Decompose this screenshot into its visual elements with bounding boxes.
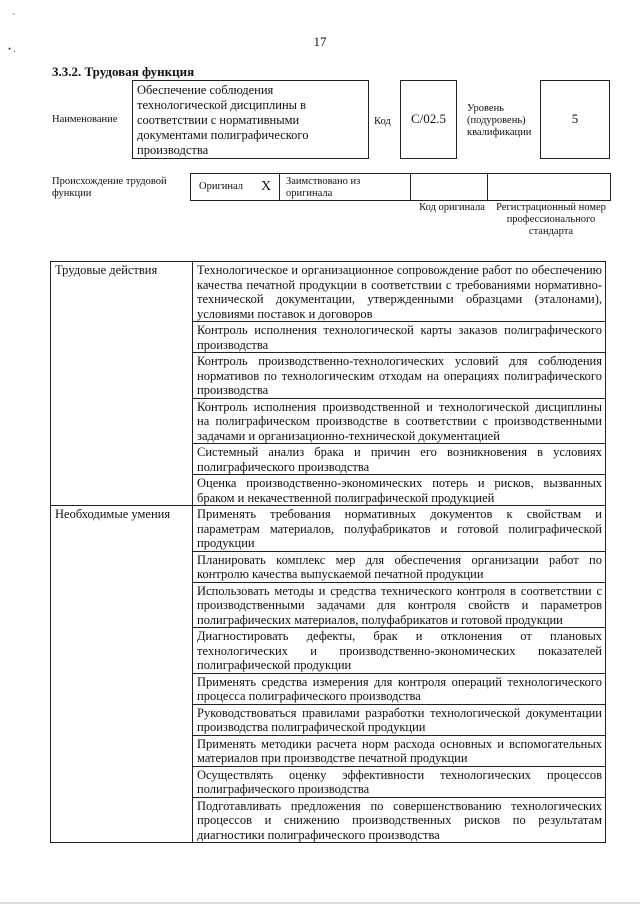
- item-cell: Планировать комплекс мер для обеспечения организации работ по контролю качества выпускаемой печатной продукции: [193, 551, 606, 582]
- code-label: Код: [374, 116, 391, 127]
- item-cell: Использовать методы и средства технического контроля в соответствии с производственными задачами для контроля свойств и параметров полиграфических материалов, полуфабрикатов и готовой продукции: [193, 582, 606, 628]
- code-original-cell: [410, 173, 488, 201]
- item-cell: Контроль исполнения производственной и технологической дисциплины на полиграфическом производстве в соответствии с производственными задачами и организационно-технической документацией: [193, 398, 606, 444]
- item-cell: Руководствоваться правилами разработки технологической документации производства полиграфической продукции: [193, 704, 606, 735]
- original-cell: [190, 173, 280, 201]
- item-cell: Осуществлять оценку эффективности технологических процессов полиграфического производства: [193, 766, 606, 797]
- origin-table: [190, 173, 611, 201]
- item-cell: Диагностировать дефекты, брак и отклонения от плановых технологических и производственно-экономических показателей полиграфической продукции: [193, 628, 606, 674]
- item-cell: Контроль исполнения технологической карты заказов полиграфического производства: [193, 322, 606, 353]
- table-row: [51, 262, 606, 322]
- table-row: [51, 506, 606, 552]
- item-cell: Подготавливать предложения по совершенствованию технологических процессов и снижению производственных рисков по результатам диагностики полиграфического производства: [193, 797, 606, 843]
- code-value: С/02.5: [410, 111, 447, 126]
- original-mark: X: [261, 179, 272, 194]
- code-box: [400, 80, 457, 159]
- scan-mark: • .: [8, 44, 16, 54]
- scan-edge: [0, 902, 640, 904]
- item-cell: Технологическое и организационное сопровождение работ по обеспечению качества печатной продукции в соответствии с требованиями нормативно-технической документации, утвержденными образцами (эталонами), условиями поставок и договоров: [193, 262, 606, 322]
- item-cell: Системный анализ брака и причин его возникновения в условиях полиграфического производства: [193, 444, 606, 475]
- level-value: 5: [571, 111, 579, 126]
- item-cell: Применять требования нормативных документов к свойствам и параметрам материалов, полуфабрикатов и готовой полиграфической продукции: [193, 506, 606, 552]
- item-cell: Применять средства измерения для контроля операций технологического процесса полиграфического производства: [193, 673, 606, 704]
- reg-number-cell: [487, 173, 611, 201]
- code-original-label: Код оригинала: [419, 202, 485, 213]
- page-number: 17: [313, 34, 327, 49]
- borrowed-cell: [279, 173, 411, 201]
- level-label: Уровень (подуровень) квалификации: [467, 103, 532, 138]
- function-table: [50, 261, 606, 843]
- name-label: Наименование: [52, 114, 118, 125]
- item-cell: Применять методики расчета норм расхода основных и вспомогательных материалов при производстве печатной продукции: [193, 735, 606, 766]
- scan-mark: `: [12, 12, 16, 24]
- function-name: Обеспечение соблюдения технологической дисциплины в соответствии с нормативными документами полиграфического производства: [132, 80, 369, 159]
- category-cell: Трудовые действия: [51, 262, 193, 506]
- borrowed-label: Заимствовано из оригинала: [286, 176, 361, 199]
- origin-label: Происхождение трудовой функции: [52, 176, 167, 199]
- category-cell: Необходимые умения: [51, 506, 193, 843]
- item-cell: Контроль производственно-технологических условий для соблюдения нормативов по технологическим отходам на операциях полиграфического производства: [193, 353, 606, 399]
- level-box: [540, 80, 610, 159]
- original-label: Оригинал: [199, 181, 243, 192]
- section-title: 3.3.2. Трудовая функция: [52, 64, 195, 79]
- reg-number-label: Регистрационный номер профессионального стандарта: [496, 202, 606, 237]
- item-cell: Оценка производственно-экономических потерь и рисков, вызванных браком и некачественной полиграфической продукцией: [193, 475, 606, 506]
